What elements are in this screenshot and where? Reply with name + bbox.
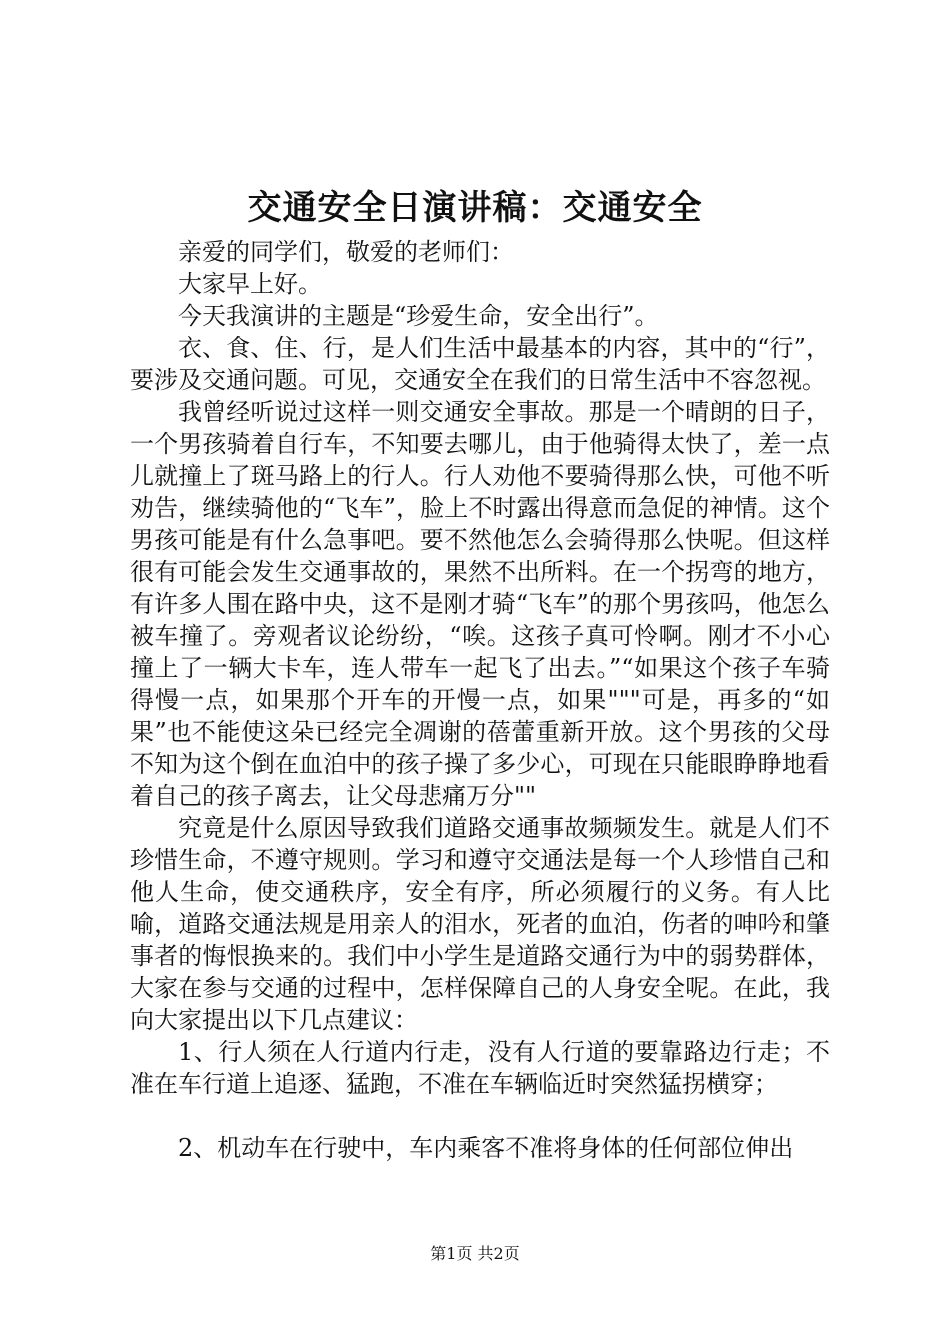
paragraph-reasons: 究竟是什么原因导致我们道路交通事故频频发生。就是人们不珍惜生命，不遵守规则。学习和遵守交通法是每一个人珍惜自己和他人生命，使交通秩序，安全有序，所必须履行的义务。有人比喻，道路交通法规是用亲人的泪水，死者的血泊，伤者的呻吟和肇事者的悔恨换来的。我们中小学生是道路交通行为中的弱势群体，大家在参与交通的过程中，怎样保障自己的人身安全呢。在此，我向大家提出以下几点建议： bbox=[130, 814, 830, 1034]
paragraph-suggestion-2: 2、机动车在行驶中，车内乘客不准将身体的任何部位伸出 bbox=[178, 1134, 794, 1162]
paragraph-story: 我曾经听说过这样一则交通安全事故。那是一个晴朗的日子，一个男孩骑着自行车，不知要去哪儿，由于他骑得太快了，差一点儿就撞上了斑马路上的行人。行人劝他不要骑得那么快，可他不听劝告，继续骑他的“飞车”，脸上不时露出得意而急促的神情。这个男孩可能是有什么急事吧。要不然他怎么会骑得那么快呢。但这样很有可能会发生交通事故的，果然不出所料。在一个拐弯的地方，有许多人围在路中央，这不是刚才骑“飞车”的那个男孩吗，他怎么被车撞了。旁观者议论纷纷，“唉。这孩子真可怜啊。刚才不小心撞上了一辆大卡车，连人带车一起飞了出去。”“如果这个孩子车骑得慢一点，如果那个开车的开慢一点，如果"""可是，再多的“如果”也不能使这朵已经完全凋谢的蓓蕾重新开放。这个男孩的父母不知为这个倒在血泊中的孩子操了多少心，可现在只能眼睁睁地看着自己的孩子离去，让父母悲痛万分"" bbox=[130, 398, 830, 810]
document-title: 交通安全日演讲稿：交通安全 bbox=[247, 188, 703, 228]
page-number-footer: 第1页 共2页 bbox=[430, 1244, 520, 1263]
paragraph-suggestion-1: 1、行人须在人行道内行走，没有人行道的要靠路边行走；不准在车行道上追逐、猛跑，不准在车辆临近时突然猛拐横穿； bbox=[130, 1038, 830, 1098]
document-body bbox=[130, 236, 830, 1164]
paragraph-topic: 今天我演讲的主题是“珍爱生命，安全出行”。 bbox=[178, 302, 659, 330]
paragraph-greeting: 大家早上好。 bbox=[178, 270, 322, 298]
paragraph-intro: 衣、食、住、行，是人们生活中最基本的内容，其中的“行”，要涉及交通问题。可见，交通安全在我们的日常生活中不容忽视。 bbox=[130, 334, 830, 394]
paragraph-salutation: 亲爱的同学们，敬爱的老师们： bbox=[178, 238, 514, 266]
